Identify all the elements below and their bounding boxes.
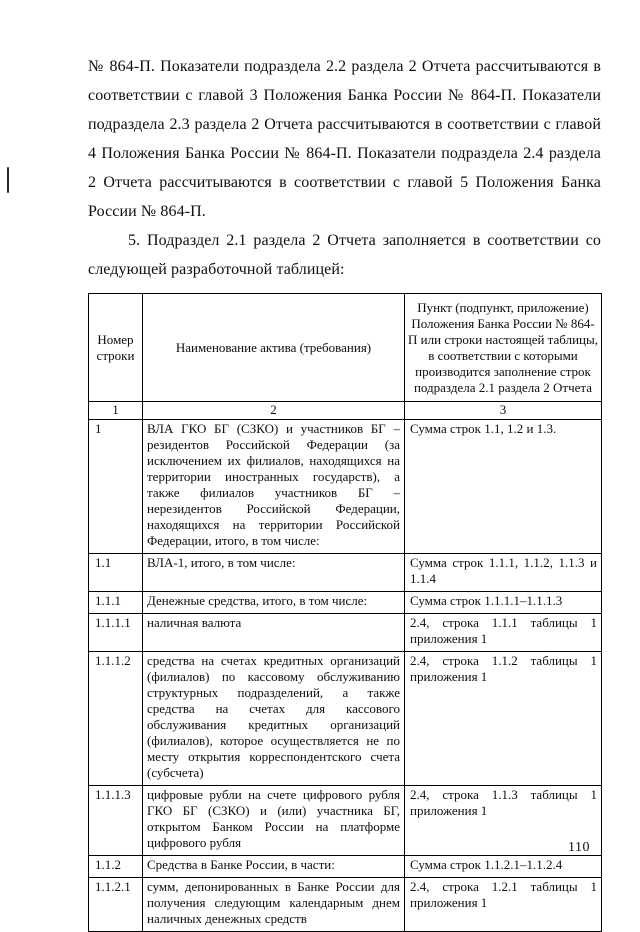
reference-cell: Сумма строк 1.1, 1.2 и 1.3. bbox=[405, 420, 602, 554]
reference-cell: 2.4, строка 1.1.3 таблицы 1 приложения 1 bbox=[405, 786, 602, 856]
table-row bbox=[89, 592, 602, 614]
table-row bbox=[89, 786, 602, 856]
row-number-cell: 1.1 bbox=[89, 554, 143, 592]
column-number-2: 2 bbox=[143, 402, 405, 420]
asset-name-cell: цифровые рубли на счете цифрового рубля ГКО БГ (СЗКО) и (или) участника БГ, открытом Банком России на платформе цифрового рубля bbox=[143, 786, 405, 856]
row-number-cell: 1.1.1.2 bbox=[89, 652, 143, 786]
header-reference: Пункт (подпункт, приложение) Положения Банка России № 864-П или строки настоящей таблицы, в соответствии с которыми производится заполнение строк подраздела 2.1 раздела 2 Отчета bbox=[405, 294, 602, 402]
column-number-3: 3 bbox=[405, 402, 602, 420]
column-number-row bbox=[89, 402, 602, 420]
header-row-number: Номер строки bbox=[89, 294, 143, 402]
paragraph-continuation: № 864-П. Показатели подраздела 2.2 раздела 2 Отчета рассчитываются в соответствии с главой 3 Положения Банка России № 864-П. Показатели подраздела 2.3 раздела 2 Отчета рассчитываются в соответствии с главой 4 Положения Банка России № 864-П. Показатели подраздела 2.4 раздела 2 Отчета рассчитываются в соответствии с главой 5 Положения Банка России № 864-П. bbox=[88, 58, 601, 220]
asset-name-cell: ВЛА ГКО БГ (СЗКО) и участников БГ – резидентов Российской Федерации (за исключением их филиалов, находящихся на территории иностранных государств), а также филиалов участников БГ – нерезидентов Российской Федерации, находящихся на территории Российской Федерации, итого, в том числе: bbox=[143, 420, 405, 554]
row-number-cell: 1.1.2 bbox=[89, 856, 143, 878]
table-header-row bbox=[89, 294, 602, 402]
page-number: 110 bbox=[568, 840, 590, 855]
header-asset-name: Наименование актива (требования) bbox=[143, 294, 405, 402]
row-number-cell: 1.1.1.3 bbox=[89, 786, 143, 856]
table-row bbox=[89, 614, 602, 652]
column-number-1: 1 bbox=[89, 402, 143, 420]
table-body bbox=[89, 420, 602, 932]
reference-cell: 2.4, строка 1.2.1 таблицы 1 приложения 1 bbox=[405, 878, 602, 932]
row-number-cell: 1.1.1 bbox=[89, 592, 143, 614]
asset-name-cell: Средства в Банке России, в части: bbox=[143, 856, 405, 878]
asset-name-cell: Денежные средства, итого, в том числе: bbox=[143, 592, 405, 614]
asset-name-cell: наличная валюта bbox=[143, 614, 405, 652]
asset-name-cell: сумм, депонированных в Банке России для получения следующим календарным днем наличных денежных средств bbox=[143, 878, 405, 932]
reference-cell: 2.4, строка 1.1.2 таблицы 1 приложения 1 bbox=[405, 652, 602, 786]
table-row bbox=[89, 420, 602, 554]
row-number-cell: 1 bbox=[89, 420, 143, 554]
row-number-cell: 1.1.1.1 bbox=[89, 614, 143, 652]
reference-cell: Сумма строк 1.1.1.1–1.1.1.3 bbox=[405, 592, 602, 614]
paragraph-item-5: 5. Подраздел 2.1 раздела 2 Отчета заполняется в соответствии со следующей разработочной таблицей: bbox=[88, 232, 601, 278]
scan-artifact-line bbox=[7, 167, 9, 193]
table-row bbox=[89, 856, 602, 878]
row-number-cell: 1.1.2.1 bbox=[89, 878, 143, 932]
asset-name-cell: ВЛА-1, итого, в том числе: bbox=[143, 554, 405, 592]
table-row bbox=[89, 652, 602, 786]
reference-cell: Сумма строк 1.1.1, 1.1.2, 1.1.3 и 1.1.4 bbox=[405, 554, 602, 592]
reference-cell: 2.4, строка 1.1.1 таблицы 1 приложения 1 bbox=[405, 614, 602, 652]
asset-name-cell: средства на счетах кредитных организаций (филиалов) по кассовому обслуживанию структурных подразделений, а также средства на счетах для кассового обслуживания кредитных организаций (филиалов), которое осуществляется не по месту открытия корреспондентского счета (субсчета) bbox=[143, 652, 405, 786]
text-block bbox=[88, 52, 601, 932]
reference-cell: Сумма строк 1.1.2.1–1.1.2.4 bbox=[405, 856, 602, 878]
worksheet-table bbox=[88, 293, 602, 932]
table-row bbox=[89, 554, 602, 592]
